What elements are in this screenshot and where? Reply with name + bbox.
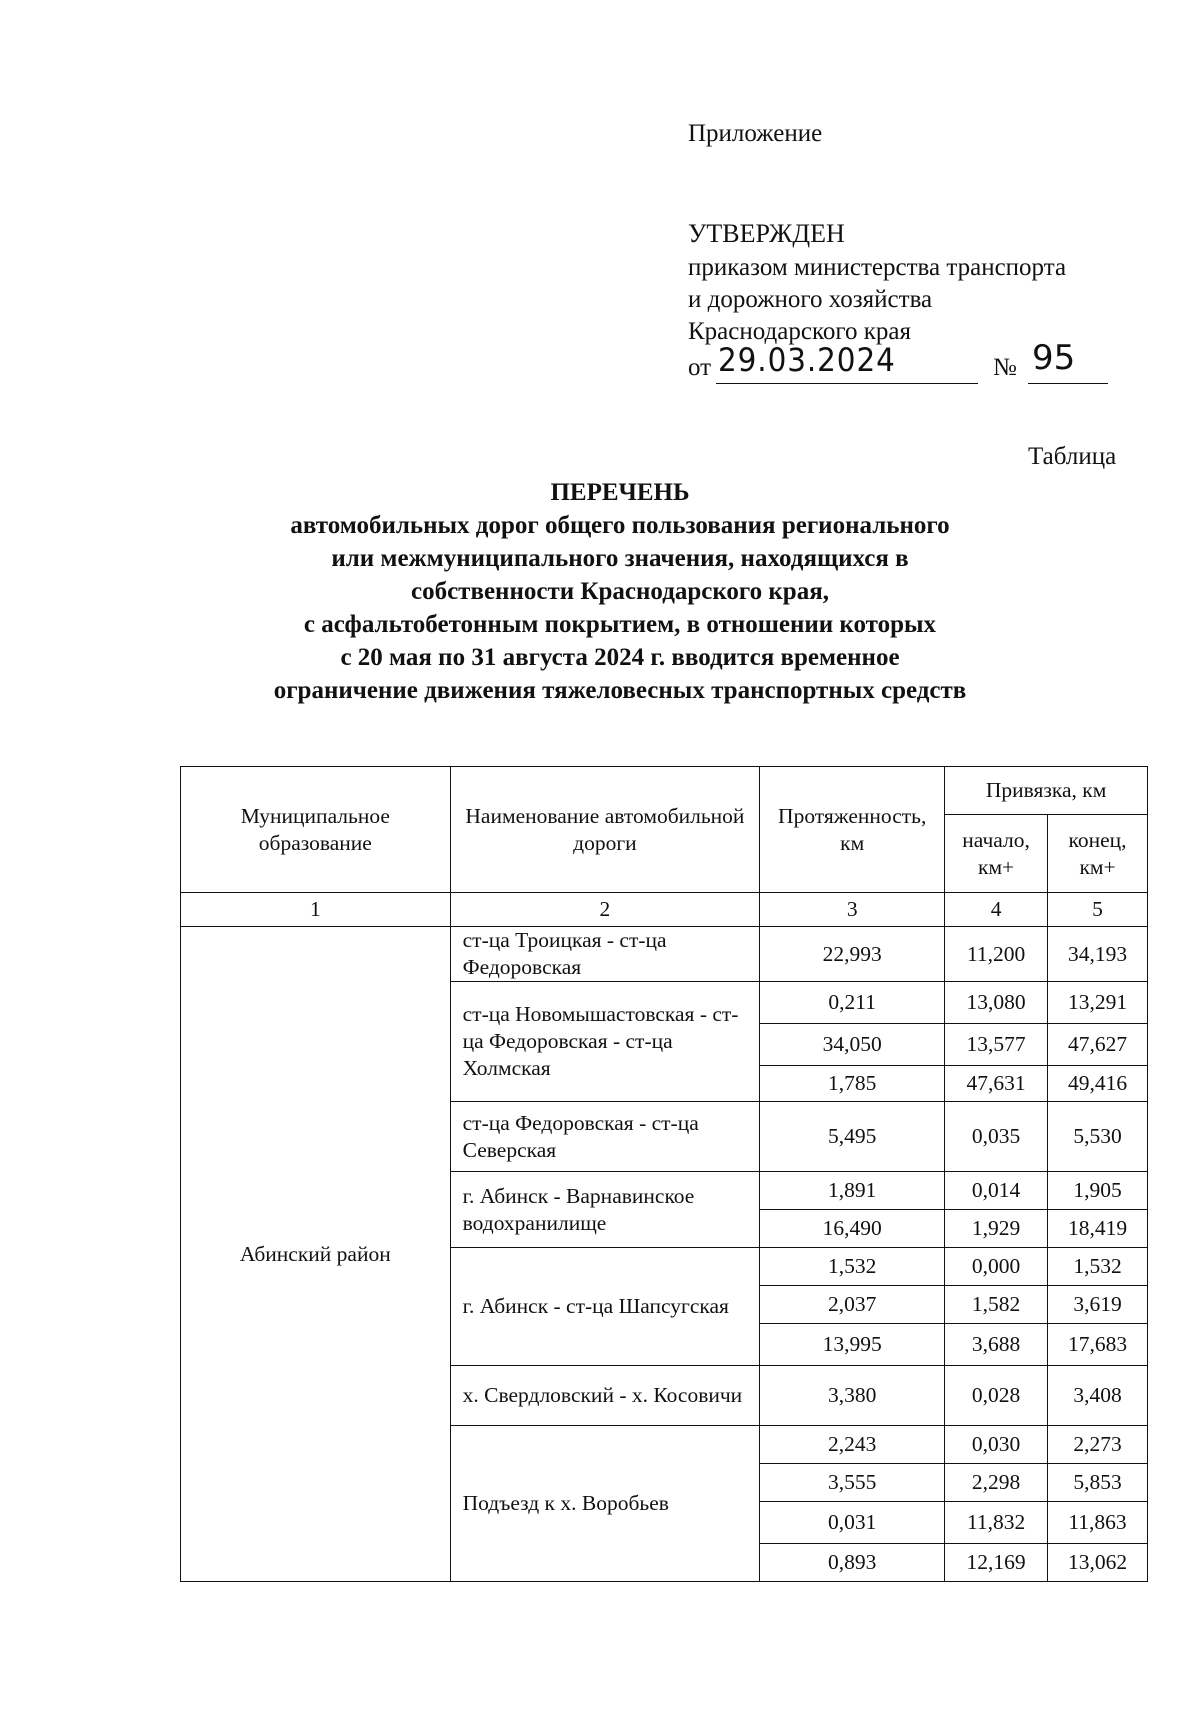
end-km-cell: 47,627 <box>1048 1024 1148 1066</box>
length-cell: 22,993 <box>760 927 945 982</box>
header-start: начало, км+ <box>945 815 1048 893</box>
road-name-cell: Подъезд к х. Воробьев <box>450 1426 760 1582</box>
heading-line: или межмуниципального значения, находящихся в <box>331 545 909 572</box>
column-number: 3 <box>760 893 945 927</box>
end-km-cell: 17,683 <box>1048 1324 1148 1366</box>
road-name-cell: ст-ца Новомышастовская - ст-ца Федоровская - ст-ца Холмская <box>450 982 760 1102</box>
end-km-cell: 5,853 <box>1048 1464 1148 1502</box>
roads-table <box>180 766 1148 1582</box>
end-km-cell: 1,532 <box>1048 1248 1148 1286</box>
header-length: Протяженность, км <box>760 767 945 893</box>
start-km-cell: 0,014 <box>945 1172 1048 1210</box>
length-cell: 2,037 <box>760 1286 945 1324</box>
column-number: 4 <box>945 893 1048 927</box>
date-underline <box>716 383 978 384</box>
road-name-cell: ст-ца Федоровская - ст-ца Северская <box>450 1102 760 1172</box>
end-km-cell: 49,416 <box>1048 1066 1148 1102</box>
end-km-cell: 13,062 <box>1048 1544 1148 1582</box>
column-number-row <box>181 893 1148 927</box>
length-cell: 3,380 <box>760 1366 945 1426</box>
heading-line: с 20 мая по 31 августа 2024 г. вводится временное <box>340 644 900 671</box>
length-cell: 13,995 <box>760 1324 945 1366</box>
start-km-cell: 3,688 <box>945 1324 1048 1366</box>
approval-title: УТВЕРЖДЕН <box>688 219 845 248</box>
heading-line: с асфальтобетонным покрытием, в отношении которых <box>303 611 937 638</box>
length-cell: 1,532 <box>760 1248 945 1286</box>
approval-line: Краснодарского края <box>688 318 911 345</box>
road-name-cell: х. Свердловский - х. Косовичи <box>450 1366 760 1426</box>
start-km-cell: 12,169 <box>945 1544 1048 1582</box>
start-km-cell: 47,631 <box>945 1066 1048 1102</box>
end-km-cell: 11,863 <box>1048 1502 1148 1544</box>
road-name-cell: ст-ца Троицкая - ст-ца Федоровская <box>450 927 760 982</box>
start-km-cell: 1,929 <box>945 1210 1048 1248</box>
appendix-label: Приложение <box>688 120 823 147</box>
length-cell: 2,243 <box>760 1426 945 1464</box>
header-binding: Привязка, км <box>945 767 1148 815</box>
end-km-cell: 3,408 <box>1048 1366 1148 1426</box>
length-cell: 1,785 <box>760 1066 945 1102</box>
start-km-cell: 11,832 <box>945 1502 1048 1544</box>
handwritten-date: 29.03.2024 <box>718 341 896 379</box>
approval-line: приказом министерства транспорта <box>688 254 1067 281</box>
start-km-cell: 13,080 <box>945 982 1048 1024</box>
date-prefix: от <box>688 354 712 381</box>
header-row <box>181 767 1148 815</box>
length-cell: 0,031 <box>760 1502 945 1544</box>
table-row <box>181 927 1148 982</box>
length-cell: 0,893 <box>760 1544 945 1582</box>
length-cell: 5,495 <box>760 1102 945 1172</box>
column-number: 1 <box>181 893 451 927</box>
start-km-cell: 11,200 <box>945 927 1048 982</box>
start-km-cell: 0,035 <box>945 1102 1048 1172</box>
number-prefix: № <box>993 354 1017 381</box>
heading-line: собственности Краснодарского края, <box>410 578 829 605</box>
header-end: конец, км+ <box>1048 815 1148 893</box>
column-number: 2 <box>450 893 760 927</box>
start-km-cell: 1,582 <box>945 1286 1048 1324</box>
length-cell: 1,891 <box>760 1172 945 1210</box>
end-km-cell: 1,905 <box>1048 1172 1148 1210</box>
end-km-cell: 18,419 <box>1048 1210 1148 1248</box>
length-cell: 0,211 <box>760 982 945 1024</box>
roads-table-body <box>181 767 1148 1582</box>
start-km-cell: 0,000 <box>945 1248 1048 1286</box>
table-label: Таблица <box>1028 443 1117 470</box>
road-name-cell: г. Абинск - ст-ца Шапсугская <box>450 1248 760 1366</box>
document-heading <box>240 476 1000 707</box>
end-km-cell: 2,273 <box>1048 1426 1148 1464</box>
start-km-cell: 0,028 <box>945 1366 1048 1426</box>
length-cell: 16,490 <box>760 1210 945 1248</box>
municipality-cell: Абинский район <box>181 927 451 1582</box>
end-km-cell: 3,619 <box>1048 1286 1148 1324</box>
header-road-name: Наименование автомобильной дороги <box>450 767 760 893</box>
end-km-cell: 13,291 <box>1048 982 1148 1024</box>
header-municipality: Муниципальное образование <box>181 767 451 893</box>
handwritten-number: 95 <box>1032 338 1076 378</box>
order-date-number <box>688 338 1076 388</box>
column-number: 5 <box>1048 893 1148 927</box>
start-km-cell: 0,030 <box>945 1426 1048 1464</box>
approval-line: и дорожного хозяйства <box>688 286 933 313</box>
start-km-cell: 2,298 <box>945 1464 1048 1502</box>
number-underline <box>1028 383 1108 384</box>
road-name-cell: г. Абинск - Варнавинское водохранилище <box>450 1172 760 1248</box>
end-km-cell: 34,193 <box>1048 927 1148 982</box>
heading-line: ограничение движения тяжеловесных транспортных средств <box>273 677 967 704</box>
approval-block <box>688 218 1076 388</box>
start-km-cell: 13,577 <box>945 1024 1048 1066</box>
end-km-cell: 5,530 <box>1048 1102 1148 1172</box>
length-cell: 3,555 <box>760 1464 945 1502</box>
heading-title: ПЕРЕЧЕНЬ <box>550 479 690 506</box>
length-cell: 34,050 <box>760 1024 945 1066</box>
heading-line: автомобильных дорог общего пользования регионального <box>290 512 950 539</box>
